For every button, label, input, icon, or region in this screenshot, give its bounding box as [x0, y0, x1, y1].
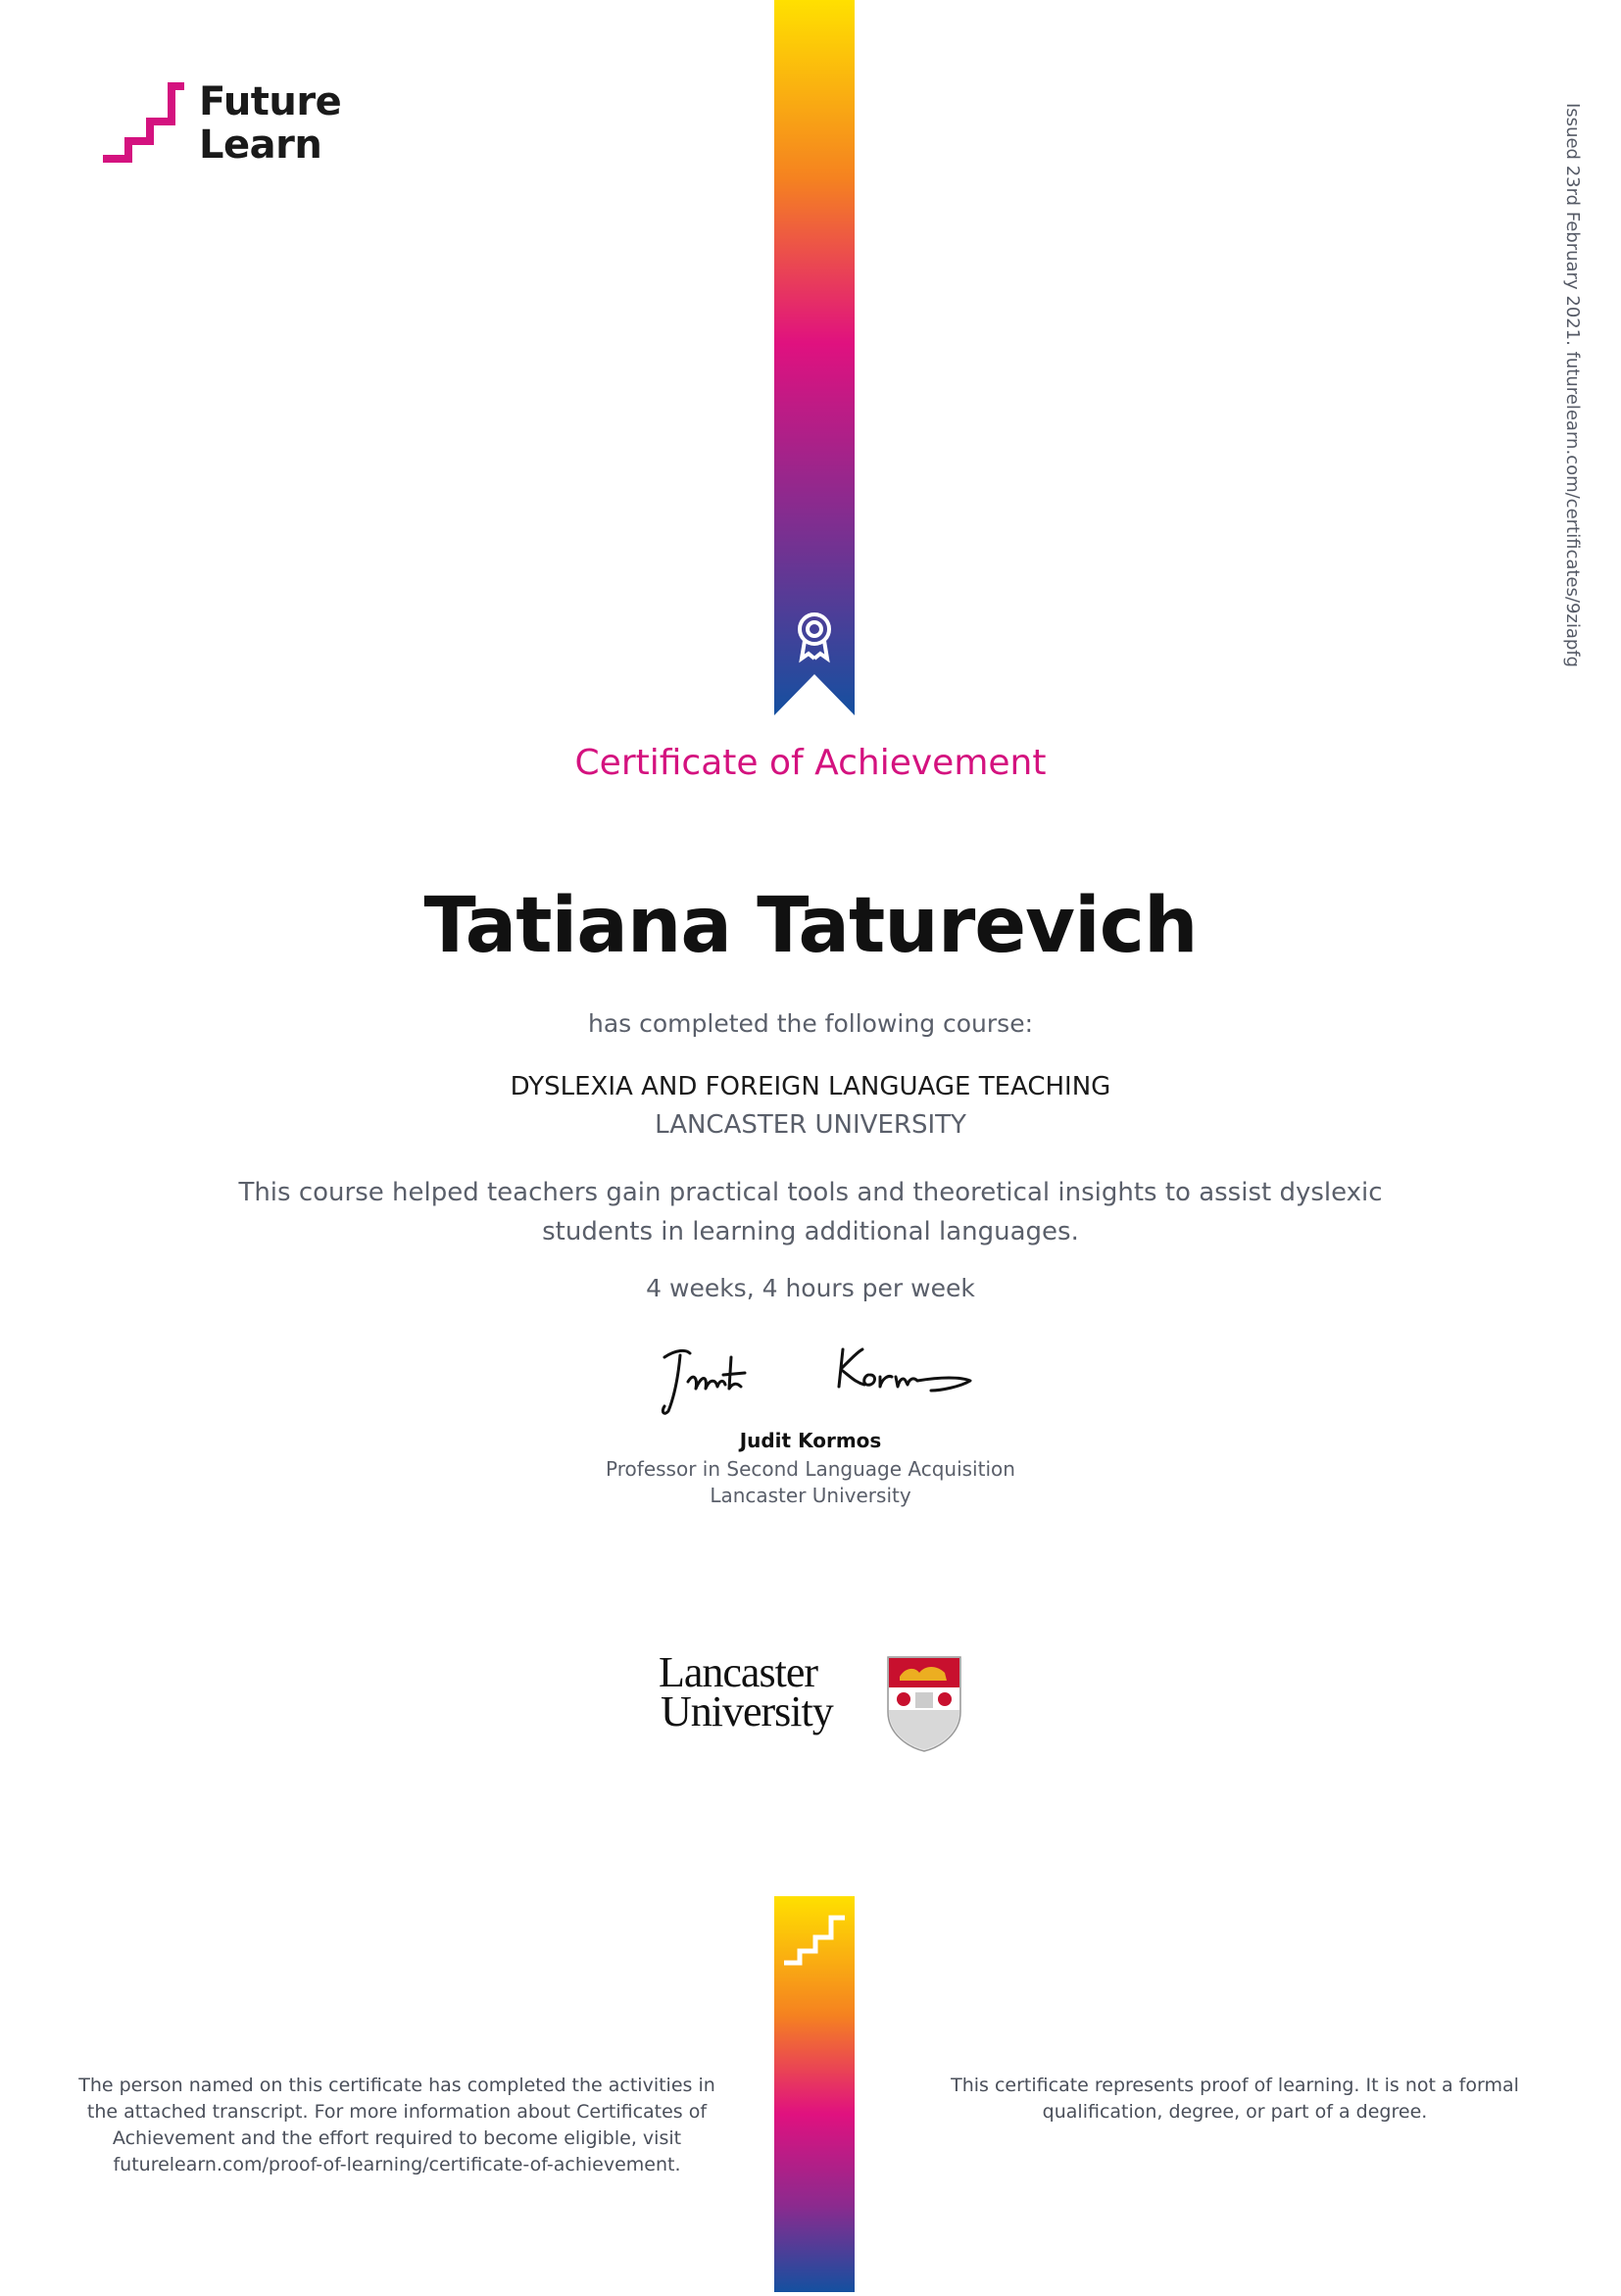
handwritten-signature — [647, 1328, 980, 1426]
staircase-logo-icon — [101, 80, 189, 169]
footer-right-note: This certificate represents proof of learning. It is not a formal qualification, degree, or part of a degree. — [951, 2075, 1519, 2123]
lancaster-university-logo — [659, 1641, 982, 1764]
course-duration: 4 weeks, 4 hours per week — [646, 1274, 975, 1302]
top-ribbon — [774, 0, 855, 715]
course-description: This course helped teachers gain practical tools and theoretical insights to assist dyslexic students in learning additional languages. — [238, 1178, 1383, 1246]
course-university: LANCASTER UNIVERSITY — [655, 1110, 966, 1140]
signer-role: Professor in Second Language Acquisition — [606, 1457, 1015, 1481]
futurelearn-logo — [101, 80, 356, 169]
certificate-title: Certificate of Achievement — [574, 743, 1047, 783]
uni-logo-line1: Lancaster — [659, 1648, 817, 1696]
uni-logo-line2: University — [661, 1687, 833, 1735]
issued-info — [1563, 103, 1583, 720]
logo-word-learn: Learn — [199, 122, 322, 168]
issued-text: Issued 23rd February 2021. futurelearn.com/certificates/9ziapfg — [1562, 103, 1583, 668]
signer-name: Judit Kormos — [739, 1429, 882, 1452]
bottom-ribbon — [774, 1896, 855, 2292]
learner-name: Tatiana Taturevich — [423, 882, 1198, 970]
footer-left-note: The person named on this certificate has completed the activities in the attached transcript. For more information about Certificates of Achievement and the effort required to become eligible, visit futurelearn.com/proof-of-learning/certificate-of-achievement. — [78, 2075, 715, 2175]
course-title: DYSLEXIA AND FOREIGN LANGUAGE TEACHING — [510, 1072, 1111, 1101]
completed-text: has completed the following course: — [587, 1009, 1034, 1038]
logo-word-future: Future — [199, 79, 342, 124]
signer-organisation: Lancaster University — [710, 1484, 911, 1507]
university-crest-icon — [886, 1655, 962, 1753]
